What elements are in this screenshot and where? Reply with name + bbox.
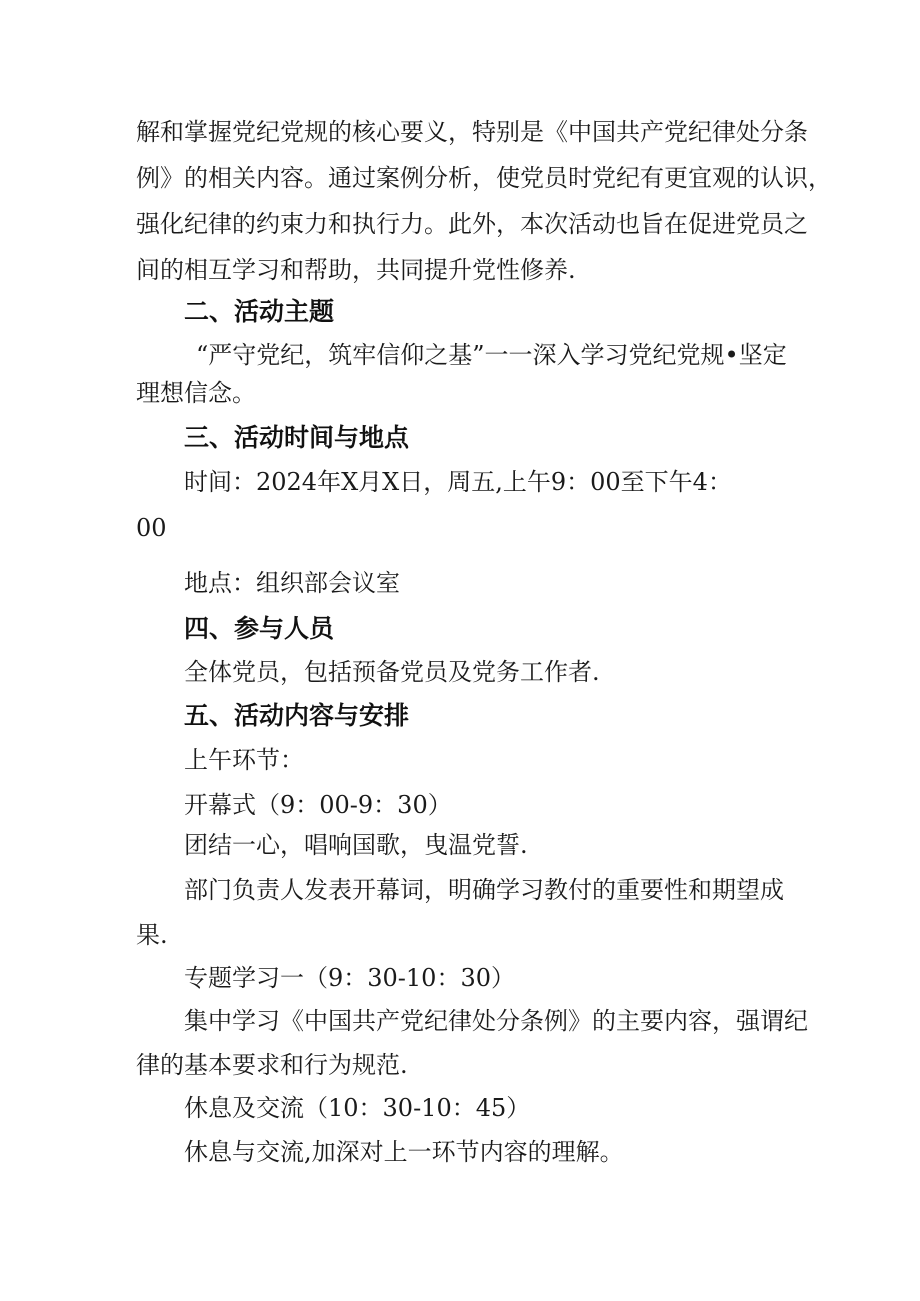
study-1-title: 专题学习一（9：30-10：30） <box>184 964 515 992</box>
opening-title: 开幕式（9：00-9：30） <box>184 791 452 819</box>
intro-line-2: 例》的相关内容。通过案例分析，使党员时党纪有更宜观的认识， <box>136 164 832 192</box>
participants-line: 全体党员，包括预备党员及党务工作者. <box>184 658 600 686</box>
opening-item-2-line-2: 果. <box>136 921 168 949</box>
place-line: 地点：组织部会议室 <box>184 569 400 597</box>
intro-line-1: 解和掌握党纪党规的核心要义，特别是《中国共产党纪律处分条 <box>136 118 808 146</box>
section-4-heading: 四、参与人员 <box>184 614 335 643</box>
break-line: 休息与交流,加深对上一环节内容的理解。 <box>184 1138 624 1166</box>
break-title: 休息及交流（10：30-10：45） <box>184 1094 531 1122</box>
study-1-line-1: 集中学习《中国共产党纪律处分条例》的主要内容，强谓纪 <box>184 1007 808 1035</box>
study-1-line-2: 律的基本要求和行为规范. <box>136 1051 408 1079</box>
section-2-heading: 二、活动主题 <box>184 297 335 326</box>
opening-item-1: 团结一心，唱响国歌，曳温党誓. <box>184 831 528 859</box>
morning-label: 上午环节： <box>184 746 304 774</box>
intro-line-3: 强化纪律的约束力和执行力。此外，本次活动也旨在促进党员之 <box>136 210 808 238</box>
theme-line-2: 理想信念。 <box>136 379 256 407</box>
time-line-continuation: 00 <box>136 514 167 542</box>
time-line: 时间：2024年X月X日，周五,上午9：00至下午4： <box>184 468 732 496</box>
section-3-heading: 三、活动时间与地点 <box>184 423 410 452</box>
theme-line-1: “严守党纪，筑牢信仰之基”一一深入学习党纪党规•坚定 <box>196 341 787 369</box>
intro-line-4: 间的相互学习和帮助，共同提升党性修养. <box>136 256 576 284</box>
opening-item-2-line-1: 部门负责人发表开幕词，明确学习教付的重要性和期望成 <box>184 876 784 904</box>
section-5-heading: 五、活动内容与安排 <box>184 701 410 730</box>
